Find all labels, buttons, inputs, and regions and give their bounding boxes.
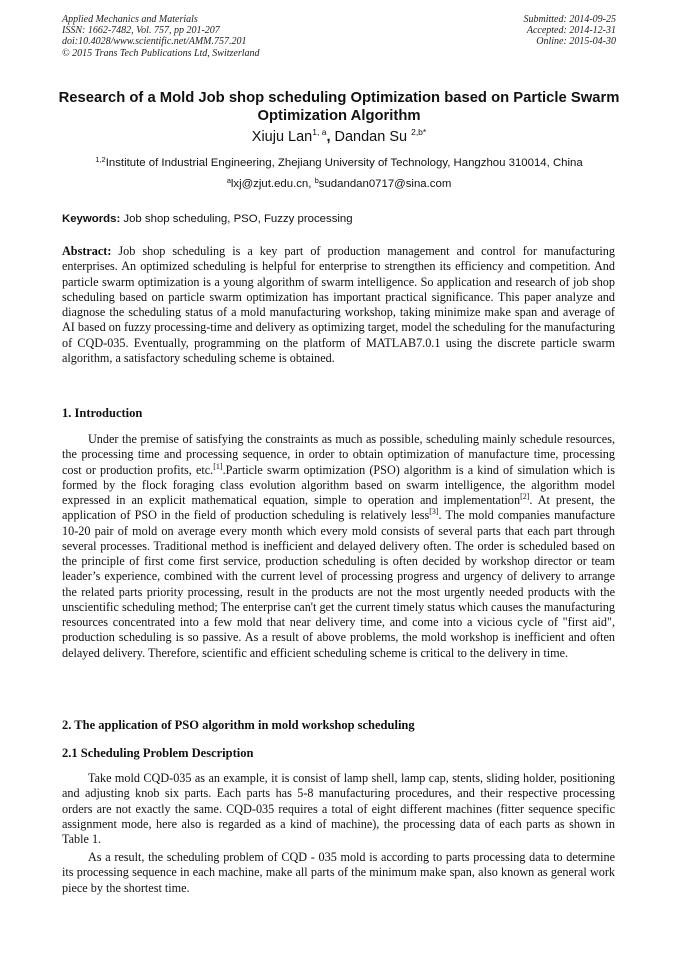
citation-2: [2] xyxy=(520,492,530,501)
intro-text-1: Under the premise of satisfying the constraints as much as possible, scheduling mainly schedule resources, the processing time and processing sequence, in order to obtain optimization of manufacture time, processing cost or production profits, etc. xyxy=(62,432,615,477)
author-line xyxy=(0,128,678,146)
affiliation-text: Institute of Industrial Engineering, Zhejiang University of Technology, Hangzhou 310014, China xyxy=(105,157,583,169)
affiliation xyxy=(0,156,678,170)
section-2-heading: 2. The application of PSO algorithm in mold workshop scheduling xyxy=(62,718,415,732)
author-1-name: Xiuju Lan xyxy=(251,129,313,145)
section-2-1-text-2: As a result, the scheduling problem of CQD - 035 mold is according to parts processing data to determine its processing sequence in each machine, make all parts of the minimum make span, also known as general work piece by the shortest time. xyxy=(62,850,615,895)
affiliation-sup: 1,2 xyxy=(95,155,106,164)
keywords-text: Job shop scheduling, PSO, Fuzzy processing xyxy=(120,213,353,225)
email-b: sudandan0717@sina.com xyxy=(318,178,452,190)
citation-1: [1] xyxy=(213,461,223,471)
email-b-sup: b xyxy=(314,176,319,185)
submitted-date: Submitted: 2014-09-25 xyxy=(523,14,616,25)
citation-3: [3] xyxy=(429,507,439,517)
section-2-1-text-1: Take mold CQD-035 as an example, it is consist of lamp shell, lamp cap, stents, sliding holder, positioning and adjusting knob six parts. Each parts has 5-8 manufacturing procedures, and their respective processing orders are not exactly the same. CQD-035 requires a total of eight different machines (fitter sequence specific assignment mode, here also is regarded as a kind of machine), the processing data of each parts as shown in Table 1. xyxy=(62,771,615,846)
abstract-text: Job shop scheduling is a key part of production management and control for manufacturing enterprises. An optimized scheduling is helpful for enterprise to strengthen its efficiency and competition. And particle swarm optimization is a young algorithm of swarm intelligence. So application and research of job shop scheduling based on particle swarm optimization has important practical significance. This paper analyze and diagnose the scheduling status of a mold manufacturing workshop, taking minimize make span and average of AI based on fuzzy processing-time and delivery as optimizing target, model the scheduling for the manufacturing of CQD-035. Eventually, programming on the platform of MATLAB7.0.1 using the discrete particle swarm algorithm, a satisfactory scheduling scheme is obtained. xyxy=(62,244,615,365)
introduction-paragraph xyxy=(62,432,615,661)
journal-name: Applied Mechanics and Materials xyxy=(62,14,198,25)
author-1-sup: 1, a xyxy=(312,127,327,137)
intro-text-4: . The mold companies manufacture 10-20 pair of mold on average every month which every mold consists of several parts that each part through several processes. Traditional method is inefficient and delayed delivery often. The order is scheduled based on the principle of first come first service, production scheduling is often decided by workshop director or team leader’s experience, combined with the current level of processing progress and urgency of delivery to arrange the related parts priority processing, result in the products are not the most urgently needed products with the unscientific scheduling method; The enterprise can't get the current timely status which causes the manufacturing resources concentrated into a few mold that near delivery time, and come into a vicious cycle of "first aid", production scheduling is so passive. As a result of above problems, the mold workshop is inefficient and often delayed delivery. Therefore, scientific and efficient scheduling scheme is critical to the delivery in time. xyxy=(62,508,615,660)
online-date: Online: 2015-04-30 xyxy=(536,36,616,48)
journal-doi: doi:10.4028/www.scientific.net/AMM.757.201 xyxy=(62,36,247,48)
section-2-1-heading: 2.1 Scheduling Problem Description xyxy=(62,746,254,760)
keywords xyxy=(62,212,353,226)
author-2-sup: 2,b* xyxy=(411,127,427,137)
journal-info xyxy=(62,14,260,59)
paper-title: Research of a Mold Job shop scheduling Optimization based on Particle Swarm Optimization Algorithm xyxy=(58,90,620,124)
section-2-1-paragraph-2 xyxy=(62,850,615,896)
journal-copyright: © 2015 Trans Tech Publications Ltd, Switzerland xyxy=(62,47,260,59)
submission-dates xyxy=(524,14,617,48)
intro-text-3: . At present, the application of PSO in the field of production scheduling is relatively less xyxy=(62,493,615,523)
intro-text-2: .Particle swarm optimization (PSO) algorithm is a kind of simulation which is formed by the flock foraging class evolution algorithm based on swarm intelligence, the algorithm model expressed in an explicit mathematical equation, simple to operation and implementation xyxy=(62,462,615,507)
journal-issn: ISSN: 1662-7482, Vol. 757, pp 201-207 xyxy=(62,25,220,37)
author-2-name: Dandan Su xyxy=(330,129,412,145)
email-a-sup: a xyxy=(226,176,231,185)
accepted-date: Accepted: 2014-12-31 xyxy=(526,25,616,37)
section-1-heading: 1. Introduction xyxy=(62,406,143,420)
email-a: lxj@zjut.edu.cn, xyxy=(230,178,315,190)
section-2-1-paragraph-1 xyxy=(62,771,615,847)
abstract-label: Abstract: xyxy=(62,244,112,258)
keywords-label: Keywords: xyxy=(62,213,121,225)
author-emails xyxy=(0,177,678,191)
abstract xyxy=(62,244,615,366)
author-separator: , xyxy=(326,129,331,145)
